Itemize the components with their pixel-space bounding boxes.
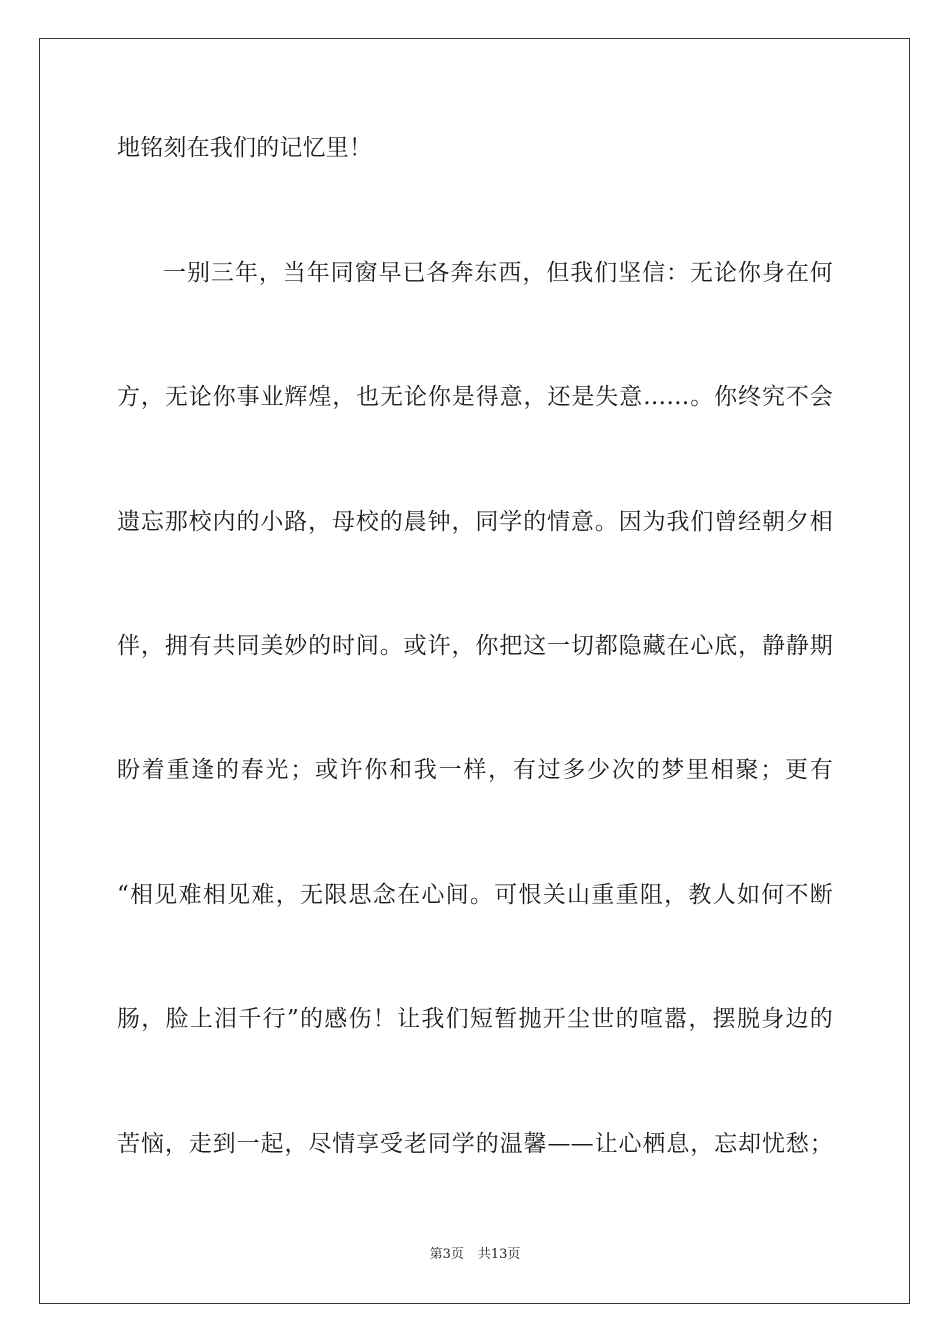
- page-number: 第3页: [429, 1247, 464, 1262]
- page-footer: [0, 1246, 950, 1264]
- text-line-7: “相见难相见难，无限思念在心间。可恨关山重重阻，教人如何不断: [117, 882, 833, 908]
- text-line-6: 盼着重逢的春光；或许你和我一样，有过多少次的梦里相聚；更有: [117, 757, 833, 783]
- text-line-4: 遗忘那校内的小路，母校的晨钟，同学的情意。因为我们曾经朝夕相: [117, 509, 833, 535]
- text-line-1: 地铭刻在我们的记忆里！: [117, 135, 373, 161]
- text-line-9: 苦恼，走到一起，尽情享受老同学的温馨——让心栖息，忘却忧愁；: [117, 1131, 833, 1157]
- text-line-3: 方，无论你事业辉煌，也无论你是得意，还是失意……。你终究不会: [117, 384, 833, 410]
- text-line-5: 伴，拥有共同美妙的时间。或许，你把这一切都隐藏在心底，静静期: [117, 633, 833, 659]
- page-border: [39, 38, 910, 1304]
- text-line-2-paragraph-start: 一别三年，当年同窗早已各奔东西，但我们坚信：无论你身在何: [163, 260, 833, 286]
- text-line-8: 肠，脸上泪千行”的感伤！让我们短暂抛开尘世的喧嚣，摆脱身边的: [117, 1006, 833, 1032]
- page-total: 共13页: [477, 1247, 521, 1262]
